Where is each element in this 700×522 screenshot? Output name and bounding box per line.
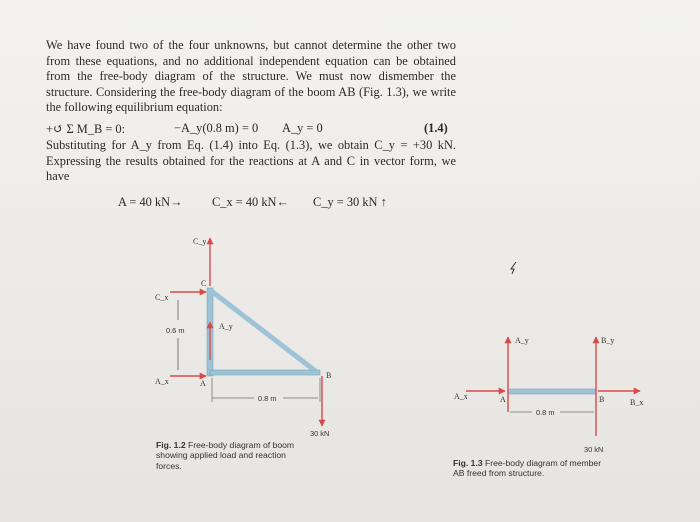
boom-AB-freed — [508, 389, 596, 394]
label-Ax: A_x — [155, 377, 169, 386]
fig-1-3-caption-line1: Free-body diagram of member — [485, 458, 602, 468]
label-B-2: B — [599, 395, 605, 404]
substitution-paragraph: Substituting for A_y from Eq. (1.4) into Eq. (1.3), we obtain C_y = +30 kN. Expressing the results obtained for the reactions at A and C in vector form, we have — [46, 138, 456, 184]
label-A-2: A — [500, 395, 506, 404]
moment-sum-label: +↺ Σ M_B = 0: — [46, 122, 126, 136]
fig-1-3-caption-title: Fig. 1.3 — [453, 458, 483, 468]
boom-AB — [210, 370, 320, 375]
fig-1-2-caption-title: Fig. 1.2 — [156, 440, 186, 450]
label-load-2: 30 kN — [584, 445, 604, 454]
result-Cx: C_x = 40 kN← — [212, 195, 289, 209]
label-Ay: A_y — [219, 322, 233, 331]
fig-1-2-diagram — [155, 237, 331, 438]
label-Bx: B_x — [630, 398, 644, 407]
result-A: A = 40 kN→ — [118, 195, 183, 209]
fig-1-3-caption — [453, 458, 653, 479]
fig-1-2-caption-line1: Free-body diagram of boom — [188, 440, 295, 450]
label-A: A — [200, 379, 206, 388]
fig-1-2-caption-line3: forces. — [156, 460, 182, 471]
label-height: 0.6 m — [166, 326, 185, 335]
pointer-icon — [511, 262, 516, 274]
moment-equation-body: −A_y(0.8 m) = 0 — [174, 121, 259, 135]
label-load: 30 kN — [310, 429, 330, 438]
label-Cx: C_x — [155, 293, 169, 302]
label-C: C — [201, 279, 207, 288]
label-Ax-2: A_x — [454, 392, 468, 401]
moment-equation-result: A_y = 0 — [282, 121, 323, 135]
equation-number: (1.4) — [424, 121, 448, 135]
fig-1-2-caption — [156, 440, 346, 471]
label-Cy: C_y — [193, 237, 207, 246]
label-B: B — [326, 371, 332, 380]
label-Ay-2: A_y — [515, 336, 529, 345]
label-By: B_y — [601, 336, 615, 345]
label-length-2: 0.8 m — [536, 408, 555, 417]
fig-1-2-caption-line2: showing applied load and reaction — [156, 450, 286, 461]
intro-paragraph: We have found two of the four unknowns, but cannot determine the other two from these equations, and no additional independent equation can be obtained from the free-body diagram of the structure. We must now dismember the structure. Considering the free-body diagram of the boom AB (Fig. 1.3), we write the following equilibrium equation: — [46, 38, 456, 115]
fig-1-3-caption-line2: AB freed from structure. — [453, 468, 545, 479]
fig-1-3-diagram — [454, 262, 643, 454]
label-length: 0.8 m — [258, 394, 277, 403]
result-Cy: C_y = 30 kN ↑ — [313, 195, 387, 209]
diagonal-member — [210, 290, 318, 373]
